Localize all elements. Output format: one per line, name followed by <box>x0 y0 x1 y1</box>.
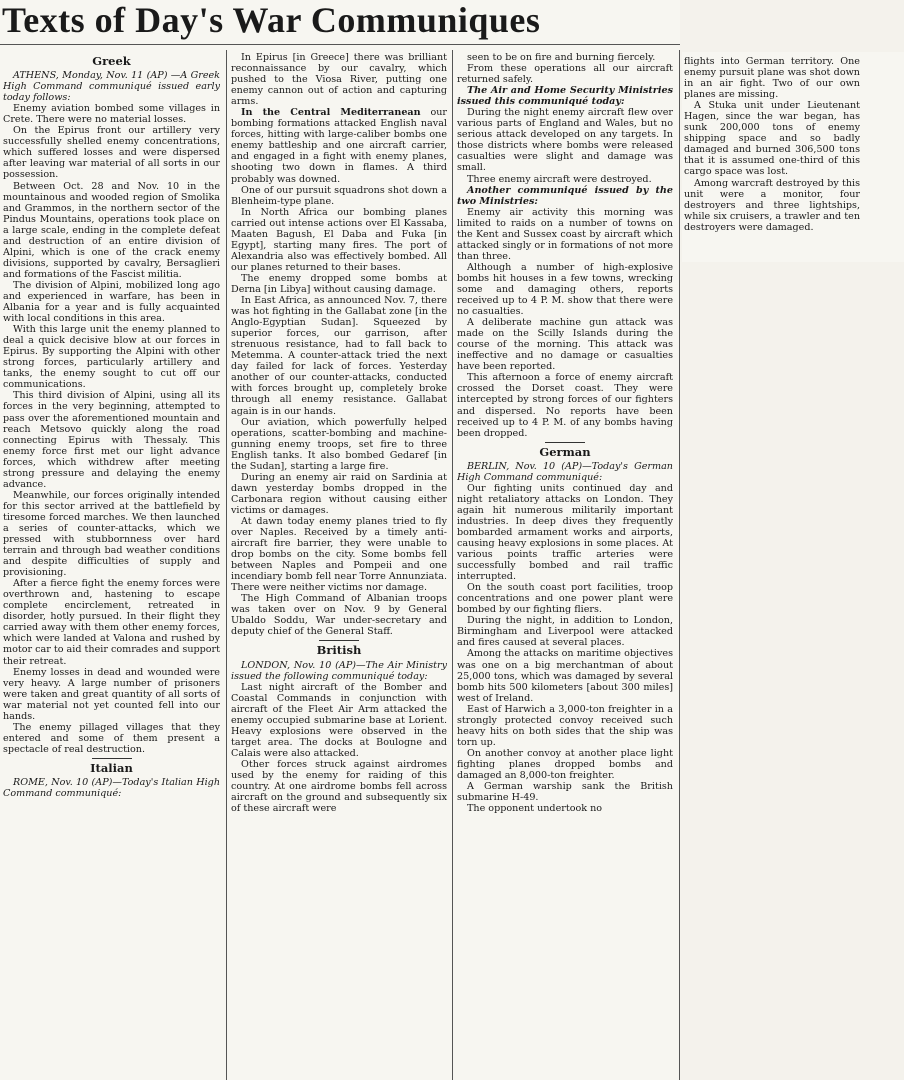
column-1 <box>3 52 220 1080</box>
column-divider <box>679 50 680 1080</box>
paragraph: In North Africa our bombing planes carried out intense actions over El Kassaba, Maaten Bagush, El Daba and Fuka [in Egypt], starting many fires. The port of Alexandria also was effectively bombed. All our planes returned to their bases. <box>231 206 447 273</box>
paragraph: Enemy losses in dead and wounded were very heavy. A large number of prisoners were taken and great quantity of all sorts of war material not yet counted fell into our hands. <box>3 666 220 722</box>
paragraph: On the south coast port facilities, troop concentrations and one power plant were bombed by our fighting fliers. <box>457 582 673 616</box>
paragraph: Three enemy aircraft were destroyed. <box>467 173 652 185</box>
paragraph: This third division of Alpini, using all its forces in the very beginning, attempted to pass over the aforementioned mountain and reach Metsovo quickly along the road connecting Epirus with Thessaly. This enemy force first met our light advance forces, which withdrew after meeting strong pressure and delaying the enemy advance. <box>3 390 220 490</box>
paragraph: During the night enemy aircraft flew over various parts of England and Wales, but no serious attack developed on any targets. In those districts where bombs were released casualties were slight and damage was small. <box>457 107 673 174</box>
paragraph: Last night aircraft of the Bomber and Coastal Commands in conjunction with aircraft of the Fleet Air Arm attacked the enemy occupied submarine base at Lorient. Heavy explosions were observed in the target area. The docks at Boulogne and Calais were also attacked. <box>231 681 447 759</box>
ministry-line: The Air and Home Security Ministries issued this communiqué today: <box>457 85 673 108</box>
paragraph: A Stuka unit under Lieutenant Hagen, since the war began, has sunk 200,000 tons of enemy shipping space and so badly damaged and burned 306,500 tons that it is assumed one-third of this cargo space was lost. <box>684 100 860 178</box>
section-rule <box>319 640 359 641</box>
column-4 <box>684 56 860 256</box>
paragraph: A German warship sank the British submarine H-49. <box>457 781 673 804</box>
dateline-athens: ATHENS, Monday, Nov. 11 (AP) —A Greek High Command communiqué issued early today follows: <box>3 70 220 104</box>
lead-in: In the Central Mediterranean <box>241 107 421 119</box>
dateline-london: LONDON, Nov. 10 (AP)—The Air Ministry issued the following communiqué today: <box>231 659 447 682</box>
dateline-berlin: BERLIN, Nov. 10 (AP)—Today's German High Command communiqué: <box>457 460 673 483</box>
paragraph: Although a number of high-explosive bombs hit houses in a few towns, wrecking some and damaging others, reports received up to 4 P. M. show that there were no casualties. <box>457 261 673 318</box>
paragraph: Among the attacks on maritime objectives was one on a big merchantman of about 25,000 tons, which was damaged by several bomb hits 500 kilometers [about 300 miles] west of Ireland. <box>457 648 673 704</box>
paragraph: This afternoon a force of enemy aircraft crossed the Dorset coast. They were intercepted by strong forces of our fighters and dispersed. No reports have been received up to 4 P. M. of any bombs having been dropped. <box>457 372 673 439</box>
section-greek: Greek <box>92 54 131 68</box>
paragraph: With this large unit the enemy planned to deal a quick decisive blow at our forces in Epirus. By supporting the Alpini with other strong forces, particularly artillery and tanks, the enemy sought to cut off our communications. <box>3 324 220 391</box>
paragraph: Meanwhile, our forces originally intended for this sector arrived at the battlefield by tiresome forced marches. We then launched a series of counter-attacks, which we pressed with stubbornness over hard terrain and through bad weather conditions and despite difficulties of supply and provisioning. <box>3 489 220 579</box>
section-rule <box>92 758 132 759</box>
paragraph: The enemy pillaged villages that they entered and some of them present a spectacle of real destruction. <box>3 721 220 755</box>
paragraph: On the Epirus front our artillery very successfully shelled enemy concentrations, which suffered losses and were dispersed after leaving war material of all sorts in our possession. <box>3 125 220 181</box>
headline: Texts of Day's War Communiques <box>2 0 541 40</box>
paragraph: The opponent undertook no <box>467 803 603 815</box>
paragraph: Other forces struck against airdromes used by the enemy for raiding of this country. At one airdrome bombs fell across aircraft on the ground and subsequently six of these aircraft were <box>231 758 447 815</box>
section-british: British <box>316 643 362 658</box>
paragraph-mediterranean <box>231 107 447 184</box>
paragraph: After a fierce fight the enemy forces were overthrown and, hastening to escape complete encirclement, retreated in disorder, hotly pursued. In their flight they carried away with them other enemy forces, which were landed at Valona and rushed by motor car to aid their comrades and support their retreat. <box>3 578 220 667</box>
paragraph: Enemy air activity this morning was limited to raids on a number of towns on the Kent and Sussex coast by aircraft which attacked singly or in formations of not more than three. <box>457 206 673 262</box>
column-3 <box>457 52 673 1080</box>
paragraph: The enemy dropped some bombs at Derna [in Libya] without causing damage. <box>231 272 447 295</box>
paragraph: East of Harwich a 3,000-ton freighter in a strongly protected convoy received such heavy hits on both sides that the ship was torn up. <box>457 703 673 748</box>
paragraph: In East Africa, as announced Nov. 7, there was hot fighting in the Gallabat zone [in the Anglo-Egyptian Sudan]. Squeezed by superior forces, our garrison, after strenuous resistance, had to fall back to Metemma. A counter-attack tried the next day failed for lack of forces. Yesterday another of our counter-attacks, conducted with forces brought up, completely broke through all enemy resistance. Gallabat again is in our hands. <box>231 295 447 417</box>
paragraph: Our fighting units continued day and night retaliatory attacks on London. They again hit numerous militarily important industries. In deep dives they frequently bombarded armament works and airports, causing heavy explosions in some places. At various points traffic arteries were successfully bombed and rail traffic interrupted. <box>457 482 673 583</box>
paragraph: Among warcraft destroyed by this unit were a monitor, four destroyers and three lightships, while six cruisers, a trawler and ten destroyers were damaged. <box>684 177 860 233</box>
paragraph: seen to be on fire and burning fiercely. <box>467 52 656 63</box>
paragraph: One of our pursuit squadrons shot down a Blenheim-type plane. <box>231 184 447 207</box>
paragraph: Our aviation, which powerfully helped operations, scatter-bombing and machine-gunning enemy troops, set fire to three English tanks. It also bombed Gedaref [in the Sudan], starting a large fire. <box>231 416 447 472</box>
paragraph: During the night, in addition to London, Birmingham and Liverpool were attacked and fires caused at several places. <box>457 615 673 649</box>
paragraph: Between Oct. 28 and Nov. 10 in the mountainous and wooded region of Smolika and Grammos, in the northern sector of the Pindus Mountains, operations took place on a large scale, ending in the complete defeat and destruction of an entire division of Alpini, which is one of the crack enemy divisions, supported by cavalry, Bersaglieri and formations of the Fascist militia. <box>3 180 220 280</box>
paragraph: In Epirus [in Greece] there was brilliant reconnaissance by our cavalry, which pushed to the Viosa River, putting one enemy cannon out of action and capturing arms. <box>231 52 447 108</box>
section-rule <box>545 442 585 443</box>
paragraph: flights into German territory. One enemy pursuit plane was shot down in an air fight. Two of our own planes are missing. <box>684 56 860 101</box>
column-divider <box>452 50 453 1080</box>
paragraph-rest: our bombing formations attacked English naval forces, hitting with large-caliber bombs one enemy battleship and one aircraft carrier, and engaged in a fight with enemy planes, shooting two down in flames. A third probably was downed. <box>231 107 447 185</box>
another-communique-line: Another communiqué issued by the two Ministries: <box>457 184 673 207</box>
dateline-rome: ROME, Nov. 10 (AP)—Today's Italian High Command communiqué: <box>3 777 220 800</box>
paragraph: During an enemy air raid on Sardinia at dawn yesterday bombs dropped in the Carbonara region without causing either victims or damages. <box>231 471 447 516</box>
headline-rule <box>0 44 680 45</box>
paragraph: The High Command of Albanian troops was taken over on Nov. 9 by General Ubaldo Soddu, War under-secretary and deputy chief of the General Staff. <box>231 593 447 638</box>
paragraph: On another convoy at another place light fighting planes dropped bombs and damaged an 8,000-ton freighter. <box>457 747 673 781</box>
paragraph: Enemy aviation bombed some villages in Crete. There were no material losses. <box>3 103 220 126</box>
section-german: German <box>539 444 591 459</box>
paragraph: A deliberate machine gun attack was made on the Scilly Islands during the course of the morning. This attack was ineffective and no damage or casualties have been reported. <box>457 317 673 373</box>
column-2 <box>231 52 447 1080</box>
section-italian: Italian <box>90 760 133 775</box>
paragraph: The division of Alpini, mobilized long ago and experienced in warfare, has been in Albania for a year and is fully acquainted with local conditions in this area. <box>3 279 220 325</box>
column-divider <box>226 50 227 1080</box>
paragraph: From these operations all our aircraft returned safely. <box>457 63 673 86</box>
paragraph: At dawn today enemy planes tried to fly over Naples. Received by a timely anti-aircraft fire barrier, they were unable to drop bombs on the city. Some bombs fell between Naples and Pompeii and one incendiary bomb fell near Torre Annunziata. There were neither victims nor damage. <box>231 515 447 594</box>
